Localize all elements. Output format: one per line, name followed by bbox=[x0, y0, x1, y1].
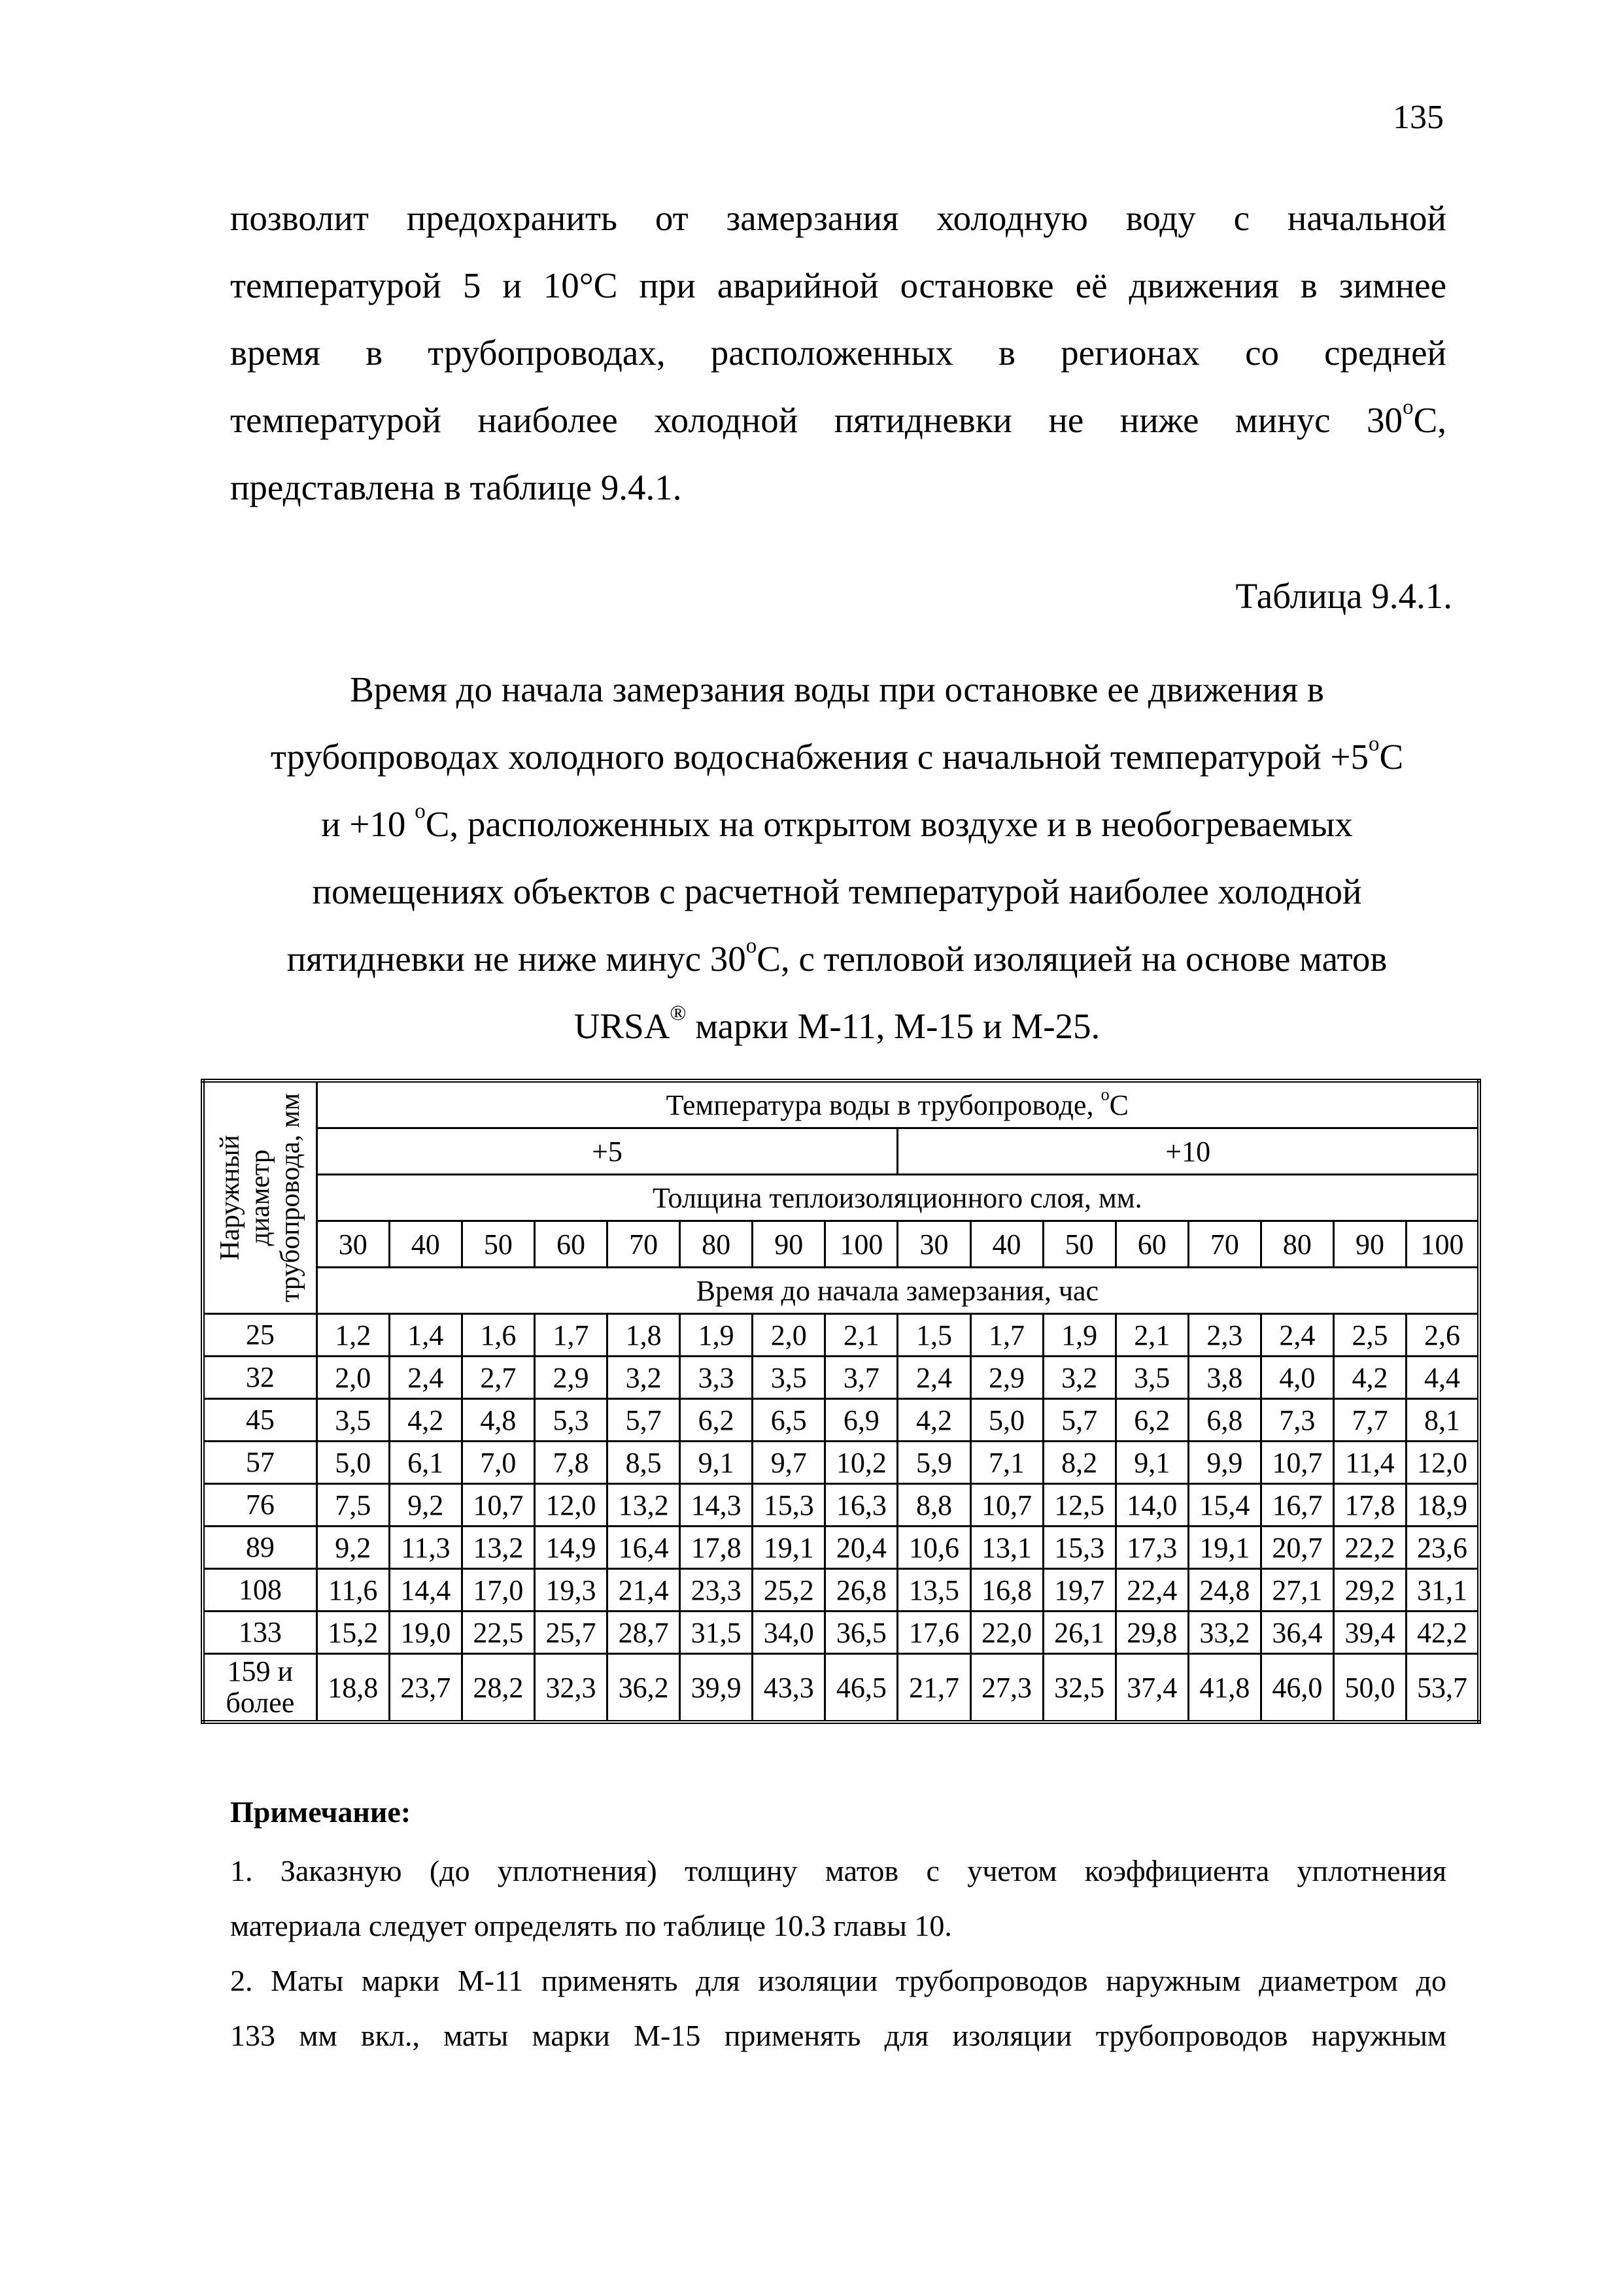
time-value: 16,4 bbox=[607, 1527, 680, 1569]
time-value: 32,5 bbox=[1043, 1654, 1116, 1723]
time-value: 19,1 bbox=[1188, 1527, 1261, 1569]
time-value: 28,7 bbox=[607, 1612, 680, 1654]
time-value: 20,7 bbox=[1261, 1527, 1333, 1569]
group-header: +10 bbox=[898, 1128, 1479, 1175]
time-value: 7,0 bbox=[462, 1442, 534, 1484]
time-value: 10,7 bbox=[970, 1484, 1043, 1527]
paragraph-line: температурой 5 и 10°С при аварийной остановке её движения в зимнее bbox=[230, 265, 1446, 305]
time-value: 17,8 bbox=[1333, 1484, 1406, 1527]
table-caption bbox=[216, 656, 1458, 1060]
diameter-cell bbox=[203, 1654, 316, 1723]
text-part: Температура воды в трубопроводе, bbox=[666, 1089, 1101, 1121]
time-value: 13,2 bbox=[462, 1527, 534, 1569]
superscript: ® bbox=[670, 1001, 687, 1025]
time-value: 21,4 bbox=[607, 1569, 680, 1612]
diameter-text: 89 bbox=[245, 1531, 275, 1563]
freezing-time-table bbox=[201, 1079, 1481, 1724]
diameter-cell bbox=[203, 1612, 316, 1654]
text-part: URSA bbox=[573, 1006, 670, 1046]
text-part: и +10 bbox=[321, 804, 415, 844]
time-value: 10,7 bbox=[462, 1484, 534, 1527]
diameter-text: 108 bbox=[238, 1574, 282, 1606]
superscript: o bbox=[415, 799, 426, 823]
table-row bbox=[203, 1612, 1479, 1654]
time-value: 1,5 bbox=[898, 1314, 970, 1357]
time-value: 6,9 bbox=[825, 1399, 898, 1442]
time-value: 19,7 bbox=[1043, 1569, 1116, 1612]
time-value: 15,3 bbox=[1043, 1527, 1116, 1569]
time-value: 9,2 bbox=[389, 1484, 462, 1527]
time-value: 29,2 bbox=[1333, 1569, 1406, 1612]
time-value: 22,4 bbox=[1116, 1569, 1188, 1612]
time-value: 2,9 bbox=[534, 1357, 607, 1399]
time-value: 1,9 bbox=[680, 1314, 753, 1357]
time-value: 22,2 bbox=[1333, 1527, 1406, 1569]
time-value: 31,5 bbox=[680, 1612, 753, 1654]
diameter-cell bbox=[203, 1357, 316, 1399]
table-row bbox=[203, 1442, 1479, 1484]
time-value: 16,7 bbox=[1261, 1484, 1333, 1527]
text-part: С, расположенных на открытом воздухе и в необогреваемых bbox=[425, 804, 1353, 844]
time-value: 36,2 bbox=[607, 1654, 680, 1723]
time-value: 46,5 bbox=[825, 1654, 898, 1723]
thickness-header: Толщина теплоизоляционного слоя, мм. bbox=[316, 1175, 1479, 1221]
paragraph-line: позволит предохранить от замерзания холодную воду с начальной bbox=[230, 198, 1446, 238]
note-line: 2. Маты марки М-11 применять для изоляции трубопроводов наружным диаметром до bbox=[230, 1964, 1446, 1997]
time-value: 24,8 bbox=[1188, 1569, 1261, 1612]
time-value: 8,2 bbox=[1043, 1442, 1116, 1484]
time-value: 25,2 bbox=[753, 1569, 825, 1612]
time-value: 2,0 bbox=[753, 1314, 825, 1357]
time-value: 37,4 bbox=[1116, 1654, 1188, 1723]
time-value: 2,7 bbox=[462, 1357, 534, 1399]
table-row bbox=[203, 1527, 1479, 1569]
diameter-text: 32 bbox=[245, 1361, 275, 1393]
table-number: Таблица 9.4.1. bbox=[1235, 576, 1452, 616]
time-value: 19,1 bbox=[753, 1527, 825, 1569]
time-value: 18,8 bbox=[316, 1654, 389, 1723]
time-value: 5,7 bbox=[1043, 1399, 1116, 1442]
time-value: 8,8 bbox=[898, 1484, 970, 1527]
time-value: 27,3 bbox=[970, 1654, 1043, 1723]
time-value: 5,0 bbox=[970, 1399, 1043, 1442]
diameter-text: 45 bbox=[245, 1404, 275, 1436]
temperature-header bbox=[316, 1081, 1479, 1128]
diameter-text: более bbox=[226, 1687, 295, 1719]
time-value: 23,7 bbox=[389, 1654, 462, 1723]
time-value: 3,2 bbox=[1043, 1357, 1116, 1399]
diameter-text: 57 bbox=[245, 1446, 275, 1478]
row-header-line: трубопровода, мм bbox=[275, 1092, 305, 1303]
time-value: 7,5 bbox=[316, 1484, 389, 1527]
time-value: 1,7 bbox=[970, 1314, 1043, 1357]
time-value: 31,1 bbox=[1407, 1569, 1479, 1612]
time-value: 26,1 bbox=[1043, 1612, 1116, 1654]
time-value: 13,1 bbox=[970, 1527, 1043, 1569]
time-value: 17,6 bbox=[898, 1612, 970, 1654]
time-value: 17,0 bbox=[462, 1569, 534, 1612]
diameter-cell bbox=[203, 1527, 316, 1569]
superscript: o bbox=[1368, 732, 1380, 756]
notes bbox=[230, 1844, 1446, 2063]
time-value: 1,8 bbox=[607, 1314, 680, 1357]
row-header-line: Наружный bbox=[214, 1134, 245, 1261]
time-value: 2,1 bbox=[825, 1314, 898, 1357]
header-row-thickness-values bbox=[203, 1221, 1479, 1268]
caption-line bbox=[216, 992, 1458, 1060]
time-value: 28,2 bbox=[462, 1654, 534, 1723]
note-line: материала следует определять по таблице 10.3 главы 10. bbox=[230, 1909, 952, 1942]
time-value: 17,3 bbox=[1116, 1527, 1188, 1569]
diameter-text: 159 и bbox=[227, 1655, 294, 1687]
time-value: 5,7 bbox=[607, 1399, 680, 1442]
time-value: 2,4 bbox=[898, 1357, 970, 1399]
time-value: 39,4 bbox=[1333, 1612, 1406, 1654]
row-header-line: диаметр bbox=[245, 1149, 275, 1246]
time-value: 6,2 bbox=[680, 1399, 753, 1442]
time-value: 7,3 bbox=[1261, 1399, 1333, 1442]
time-value: 5,0 bbox=[316, 1442, 389, 1484]
time-value: 10,7 bbox=[1261, 1442, 1333, 1484]
time-value: 36,4 bbox=[1261, 1612, 1333, 1654]
time-value: 9,2 bbox=[316, 1527, 389, 1569]
time-value: 4,2 bbox=[898, 1399, 970, 1442]
time-value: 5,3 bbox=[534, 1399, 607, 1442]
row-header-text bbox=[215, 1093, 305, 1302]
thickness-value: 40 bbox=[970, 1221, 1043, 1268]
row-header-diameter bbox=[203, 1081, 316, 1314]
time-value: 46,0 bbox=[1261, 1654, 1333, 1723]
diameter-cell bbox=[203, 1442, 316, 1484]
time-value: 9,9 bbox=[1188, 1442, 1261, 1484]
time-value: 12,5 bbox=[1043, 1484, 1116, 1527]
text-part: пятидневки не ниже минус 30 bbox=[286, 939, 746, 979]
superscript: o bbox=[1101, 1084, 1110, 1104]
thickness-value: 80 bbox=[680, 1221, 753, 1268]
header-row-groups bbox=[203, 1128, 1479, 1175]
time-value: 20,4 bbox=[825, 1527, 898, 1569]
time-value: 14,3 bbox=[680, 1484, 753, 1527]
time-value: 9,1 bbox=[1116, 1442, 1188, 1484]
paragraph-line: время в трубопроводах, расположенных в регионах со средней bbox=[230, 333, 1446, 373]
time-value: 7,7 bbox=[1333, 1399, 1406, 1442]
table-row bbox=[203, 1314, 1479, 1357]
time-value: 22,0 bbox=[970, 1612, 1043, 1654]
header-row-thickness bbox=[203, 1175, 1479, 1221]
time-value: 3,5 bbox=[316, 1399, 389, 1442]
diameter-text: 25 bbox=[245, 1319, 275, 1351]
time-value: 16,8 bbox=[970, 1569, 1043, 1612]
text-part: трубопроводах холодного водоснабжения с начальной температурой +5 bbox=[270, 737, 1369, 777]
diameter-cell bbox=[203, 1569, 316, 1612]
superscript: o bbox=[1403, 395, 1414, 419]
thickness-value: 100 bbox=[1407, 1221, 1479, 1268]
time-value: 12,0 bbox=[534, 1484, 607, 1527]
time-value: 4,0 bbox=[1261, 1357, 1333, 1399]
time-value: 1,6 bbox=[462, 1314, 534, 1357]
thickness-value: 70 bbox=[607, 1221, 680, 1268]
paragraph-line bbox=[230, 386, 1446, 454]
thickness-value: 100 bbox=[825, 1221, 898, 1268]
time-value: 15,3 bbox=[753, 1484, 825, 1527]
time-value: 1,7 bbox=[534, 1314, 607, 1357]
time-value: 3,8 bbox=[1188, 1357, 1261, 1399]
thickness-value: 60 bbox=[1116, 1221, 1188, 1268]
time-value: 11,6 bbox=[316, 1569, 389, 1612]
time-value: 13,2 bbox=[607, 1484, 680, 1527]
thickness-value: 60 bbox=[534, 1221, 607, 1268]
time-value: 2,5 bbox=[1333, 1314, 1406, 1357]
time-value: 10,2 bbox=[825, 1442, 898, 1484]
time-value: 8,5 bbox=[607, 1442, 680, 1484]
time-value: 39,9 bbox=[680, 1654, 753, 1723]
thickness-value: 40 bbox=[389, 1221, 462, 1268]
time-value: 13,5 bbox=[898, 1569, 970, 1612]
thickness-value: 90 bbox=[753, 1221, 825, 1268]
thickness-value: 30 bbox=[316, 1221, 389, 1268]
text-part: С bbox=[1379, 737, 1404, 777]
time-value: 9,1 bbox=[680, 1442, 753, 1484]
caption-line bbox=[216, 790, 1458, 858]
time-value: 29,8 bbox=[1116, 1612, 1188, 1654]
time-value: 12,0 bbox=[1407, 1442, 1479, 1484]
diameter-text: 133 bbox=[238, 1616, 282, 1648]
time-value: 11,4 bbox=[1333, 1442, 1406, 1484]
time-value: 23,3 bbox=[680, 1569, 753, 1612]
time-value: 2,9 bbox=[970, 1357, 1043, 1399]
thickness-value: 30 bbox=[898, 1221, 970, 1268]
page-number: 135 bbox=[1393, 99, 1444, 136]
time-header: Время до начала замерзания, час bbox=[316, 1268, 1479, 1314]
text-part: С, с тепловой изоляцией на основе матов bbox=[757, 939, 1388, 979]
note-line: 1. Заказную (до уплотнения) толщину матов с учетом коэффициента уплотнения bbox=[230, 1854, 1446, 1887]
diameter-text: 76 bbox=[245, 1489, 275, 1521]
time-value: 43,3 bbox=[753, 1654, 825, 1723]
time-value: 36,5 bbox=[825, 1612, 898, 1654]
time-value: 1,4 bbox=[389, 1314, 462, 1357]
thickness-value: 50 bbox=[1043, 1221, 1116, 1268]
time-value: 6,1 bbox=[389, 1442, 462, 1484]
time-value: 19,3 bbox=[534, 1569, 607, 1612]
group-header: +5 bbox=[316, 1128, 898, 1175]
text-part: С, bbox=[1413, 400, 1446, 440]
diameter-cell bbox=[203, 1314, 316, 1357]
time-value: 4,2 bbox=[389, 1399, 462, 1442]
thickness-value: 70 bbox=[1188, 1221, 1261, 1268]
text-part: марки М-11, М-15 и М-25. bbox=[686, 1006, 1101, 1046]
text-part: С bbox=[1109, 1089, 1129, 1121]
time-value: 2,3 bbox=[1188, 1314, 1261, 1357]
table-row bbox=[203, 1569, 1479, 1612]
time-value: 3,5 bbox=[1116, 1357, 1188, 1399]
time-value: 34,0 bbox=[753, 1612, 825, 1654]
time-value: 6,5 bbox=[753, 1399, 825, 1442]
time-value: 15,2 bbox=[316, 1612, 389, 1654]
time-value: 33,2 bbox=[1188, 1612, 1261, 1654]
time-value: 22,5 bbox=[462, 1612, 534, 1654]
time-value: 5,9 bbox=[898, 1442, 970, 1484]
time-value: 14,9 bbox=[534, 1527, 607, 1569]
time-value: 18,9 bbox=[1407, 1484, 1479, 1527]
time-value: 11,3 bbox=[389, 1527, 462, 1569]
thickness-value: 90 bbox=[1333, 1221, 1406, 1268]
text-part: температурой наиболее холодной пятидневки не ниже минус 30 bbox=[230, 400, 1403, 440]
time-value: 25,7 bbox=[534, 1612, 607, 1654]
caption-line bbox=[216, 925, 1458, 992]
time-value: 21,7 bbox=[898, 1654, 970, 1723]
table-row bbox=[203, 1654, 1479, 1723]
time-value: 2,1 bbox=[1116, 1314, 1188, 1357]
time-value: 4,8 bbox=[462, 1399, 534, 1442]
time-value: 7,1 bbox=[970, 1442, 1043, 1484]
time-value: 32,3 bbox=[534, 1654, 607, 1723]
header-row-temperature bbox=[203, 1081, 1479, 1128]
time-value: 2,4 bbox=[389, 1357, 462, 1399]
time-value: 26,8 bbox=[825, 1569, 898, 1612]
time-value: 53,7 bbox=[1407, 1654, 1479, 1723]
time-value: 2,6 bbox=[1407, 1314, 1479, 1357]
time-value: 7,8 bbox=[534, 1442, 607, 1484]
header-row-time bbox=[203, 1268, 1479, 1314]
time-value: 3,5 bbox=[753, 1357, 825, 1399]
superscript: o bbox=[745, 934, 757, 958]
time-value: 4,4 bbox=[1407, 1357, 1479, 1399]
caption-line: помещениях объектов с расчетной температурой наиболее холодной bbox=[312, 871, 1362, 911]
table-row bbox=[203, 1399, 1479, 1442]
time-value: 19,0 bbox=[389, 1612, 462, 1654]
paragraph-line: представлена в таблице 9.4.1. bbox=[230, 467, 682, 507]
table-row bbox=[203, 1484, 1479, 1527]
time-value: 27,1 bbox=[1261, 1569, 1333, 1612]
time-value: 17,8 bbox=[680, 1527, 753, 1569]
time-value: 4,2 bbox=[1333, 1357, 1406, 1399]
time-value: 2,0 bbox=[316, 1357, 389, 1399]
thickness-value: 80 bbox=[1261, 1221, 1333, 1268]
time-value: 1,2 bbox=[316, 1314, 389, 1357]
time-value: 2,4 bbox=[1261, 1314, 1333, 1357]
time-value: 6,2 bbox=[1116, 1399, 1188, 1442]
thickness-value: 50 bbox=[462, 1221, 534, 1268]
table-row bbox=[203, 1357, 1479, 1399]
time-value: 10,6 bbox=[898, 1527, 970, 1569]
time-value: 50,0 bbox=[1333, 1654, 1406, 1723]
time-value: 14,0 bbox=[1116, 1484, 1188, 1527]
intro-paragraph bbox=[230, 184, 1446, 521]
time-value: 3,3 bbox=[680, 1357, 753, 1399]
time-value: 15,4 bbox=[1188, 1484, 1261, 1527]
caption-line bbox=[216, 723, 1458, 790]
note-line: 133 мм вкл., маты марки М-15 применять для изоляции трубопроводов наружным bbox=[230, 2019, 1446, 2052]
time-value: 8,1 bbox=[1407, 1399, 1479, 1442]
time-value: 6,8 bbox=[1188, 1399, 1261, 1442]
time-value: 41,8 bbox=[1188, 1654, 1261, 1723]
time-value: 9,7 bbox=[753, 1442, 825, 1484]
time-value: 3,2 bbox=[607, 1357, 680, 1399]
time-value: 16,3 bbox=[825, 1484, 898, 1527]
diameter-cell bbox=[203, 1399, 316, 1442]
time-value: 23,6 bbox=[1407, 1527, 1479, 1569]
diameter-cell bbox=[203, 1484, 316, 1527]
time-value: 1,9 bbox=[1043, 1314, 1116, 1357]
caption-line: Время до начала замерзания воды при остановке ее движения в bbox=[350, 669, 1324, 709]
note-title: Примечание: bbox=[230, 1795, 411, 1829]
time-value: 42,2 bbox=[1407, 1612, 1479, 1654]
time-value: 14,4 bbox=[389, 1569, 462, 1612]
time-value: 3,7 bbox=[825, 1357, 898, 1399]
